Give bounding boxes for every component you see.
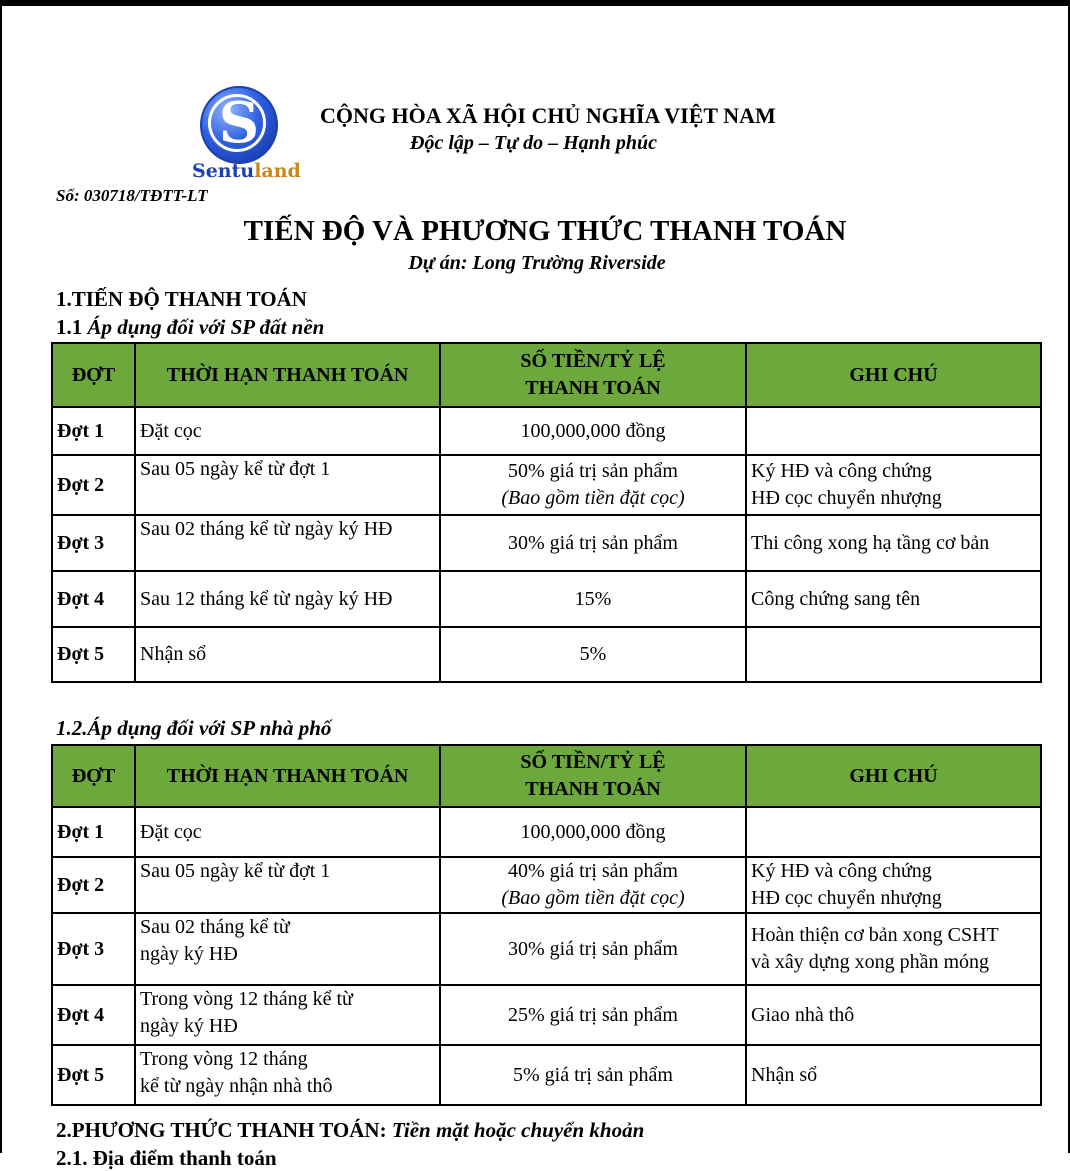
col-header-amount: SỐ TIỀN/TỶ LỆ THANH TOÁN — [440, 343, 746, 407]
cell-amount: 50% giá trị sản phẩm (Bao gồm tiền đặt cọc) — [440, 455, 746, 515]
table-row — [52, 985, 1041, 1045]
col-header-dot: ĐỢT — [52, 745, 135, 807]
section-1-heading: 1.TIẾN ĐỘ THANH TOÁN — [56, 287, 307, 311]
cell-term: Nhận sổ — [135, 627, 440, 682]
cell-term: Sau 05 ngày kể từ đợt 1 — [135, 857, 440, 913]
cell-dot: Đợt 2 — [52, 857, 135, 913]
cell-amount: 15% — [440, 571, 746, 627]
cell-amount: 5% giá trị sản phẩm — [440, 1045, 746, 1105]
table-row — [52, 807, 1041, 857]
col-header-term: THỜI HẠN THANH TOÁN — [135, 745, 440, 807]
section-2-heading: 2.PHƯƠNG THỨC THANH TOÁN: Tiền mặt hoặc chuyển khoản — [56, 1118, 645, 1142]
project-name: Dự án: Long Trường Riverside — [408, 252, 666, 274]
cell-dot: Đợt 3 — [52, 515, 135, 571]
cell-amount: 30% giá trị sản phẩm — [440, 515, 746, 571]
cell-dot: Đợt 2 — [52, 455, 135, 515]
cell-amount: 5% — [440, 627, 746, 682]
cell-amount: 30% giá trị sản phẩm — [440, 913, 746, 985]
cell-term: Sau 02 tháng kể từ ngày ký HĐ — [135, 515, 440, 571]
cell-note — [746, 807, 1041, 857]
table-row — [52, 857, 1041, 913]
document-number: Số: 030718/TĐTT-LT — [56, 186, 208, 205]
table-row — [52, 515, 1041, 571]
cell-note: Công chứng sang tên — [746, 571, 1041, 627]
cell-note: Nhận sổ — [746, 1045, 1041, 1105]
left-border — [0, 0, 2, 1153]
logo-letter: S — [218, 90, 260, 156]
cell-note — [746, 627, 1041, 682]
cell-term: Đặt cọc — [135, 807, 440, 857]
national-motto: Độc lập – Tự do – Hạnh phúc — [410, 132, 658, 154]
cell-dot: Đợt 4 — [52, 571, 135, 627]
table-row — [52, 1045, 1041, 1105]
table-row — [52, 627, 1041, 682]
section-1-2-heading: 1.2.Áp dụng đối với SP nhà phố — [56, 716, 332, 740]
cell-note: Ký HĐ và công chứng HĐ cọc chuyển nhượng — [746, 455, 1041, 515]
payment-table-townhouse — [51, 744, 1042, 1106]
cell-term: Trong vòng 12 tháng kể từ ngày nhận nhà thô — [135, 1045, 440, 1105]
cell-note: Hoàn thiện cơ bản xong CSHT và xây dựng xong phần móng — [746, 913, 1041, 985]
logo-emblem — [200, 86, 278, 164]
table-row — [52, 455, 1041, 515]
table-row — [52, 407, 1041, 455]
cell-note: Ký HĐ và công chứng HĐ cọc chuyển nhượng — [746, 857, 1041, 913]
cell-dot: Đợt 3 — [52, 913, 135, 985]
cell-dot: Đợt 5 — [52, 627, 135, 682]
cell-dot: Đợt 5 — [52, 1045, 135, 1105]
cell-dot: Đợt 1 — [52, 407, 135, 455]
cell-amount: 25% giá trị sản phẩm — [440, 985, 746, 1045]
table-row — [52, 571, 1041, 627]
col-header-amount: SỐ TIỀN/TỶ LỆ THANH TOÁN — [440, 745, 746, 807]
cell-term: Sau 12 tháng kể từ ngày ký HĐ — [135, 571, 440, 627]
cell-term: Đặt cọc — [135, 407, 440, 455]
cell-term: Sau 05 ngày kể từ đợt 1 — [135, 455, 440, 515]
cell-amount: 100,000,000 đồng — [440, 807, 746, 857]
sentuland-logo — [192, 84, 301, 188]
logo-wordmark: Sentuland — [192, 160, 301, 182]
top-border — [0, 0, 1070, 6]
section-1-1-heading: 1.1 Áp dụng đối với SP đất nền — [56, 315, 325, 339]
col-header-term: THỜI HẠN THANH TOÁN — [135, 343, 440, 407]
col-header-note: GHI CHÚ — [746, 745, 1041, 807]
cell-amount: 40% giá trị sản phẩm (Bao gồm tiền đặt cọc) — [440, 857, 746, 913]
cell-term: Trong vòng 12 tháng kể từ ngày ký HĐ — [135, 985, 440, 1045]
cell-term: Sau 02 tháng kể từ ngày ký HĐ — [135, 913, 440, 985]
section-2-1-heading: 2.1. Địa điểm thanh toán — [56, 1146, 277, 1170]
cell-dot: Đợt 4 — [52, 985, 135, 1045]
col-header-dot: ĐỢT — [52, 343, 135, 407]
cell-note: Thi công xong hạ tầng cơ bản — [746, 515, 1041, 571]
cell-note: Giao nhà thô — [746, 985, 1041, 1045]
col-header-note: GHI CHÚ — [746, 343, 1041, 407]
national-title: CỘNG HÒA XÃ HỘI CHỦ NGHĨA VIỆT NAM — [320, 103, 776, 128]
cell-amount: 100,000,000 đồng — [440, 407, 746, 455]
cell-dot: Đợt 1 — [52, 807, 135, 857]
payment-table-land — [51, 342, 1042, 683]
table-row — [52, 913, 1041, 985]
page-title: TIẾN ĐỘ VÀ PHƯƠNG THỨC THANH TOÁN — [243, 215, 847, 247]
cell-note — [746, 407, 1041, 455]
